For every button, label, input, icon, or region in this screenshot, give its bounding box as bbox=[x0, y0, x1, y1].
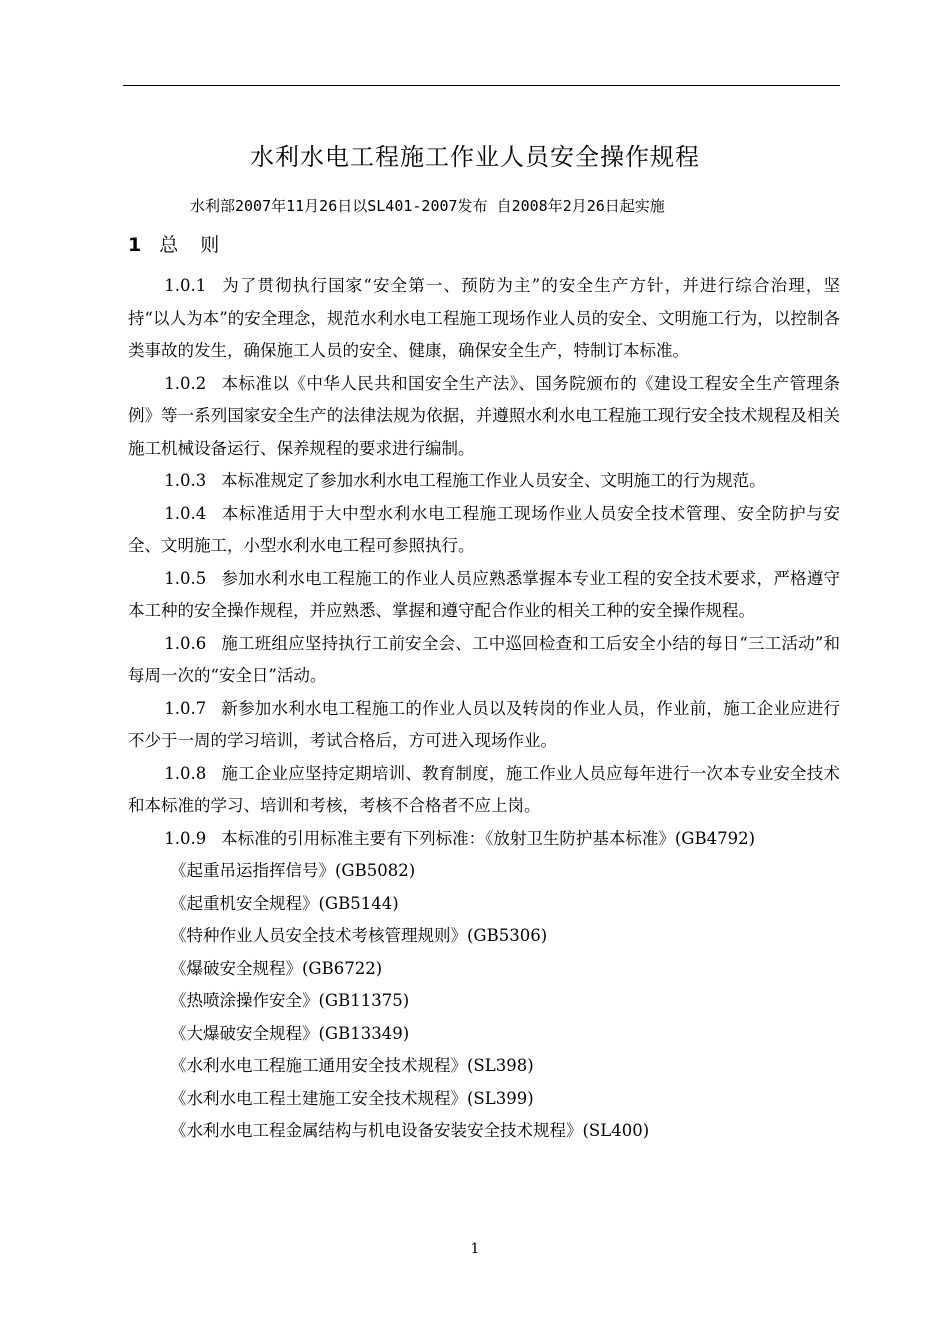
clause-number: 1.0.7 bbox=[164, 698, 207, 718]
clause-text: 本标准以《中华人民共和国安全生产法》、国务院颁布的《建设工程安全生产管理条例》等一系列国家安全生产的法律法规为依据，并遵照水利水电工程施工现行安全技术规程及相关施工机械设备运行、保养规程的要求进行编制。 bbox=[128, 373, 840, 458]
clause-text: 本标准的引用标准主要有下列标准：《放射卫生防护基本标准》(GB4792) bbox=[221, 828, 756, 848]
section-number: 1 bbox=[128, 234, 142, 256]
document-title: 水利水电工程施工作业人员安全操作规程 bbox=[250, 143, 700, 171]
reference-item: 《水利水电工程土建施工安全技术规程》(SL399) bbox=[170, 1088, 534, 1108]
reference-item: 《起重机安全规程》(GB5144) bbox=[170, 893, 399, 913]
clause-number: 1.0.3 bbox=[164, 471, 207, 490]
section-heading bbox=[128, 230, 227, 257]
clause-number: 1.0.9 bbox=[164, 828, 207, 848]
clause-number: 1.0.4 bbox=[164, 503, 207, 523]
clause-text: 为了贯彻执行国家“安全第一、预防为主”的安全生产方针，并进行综合治理，坚持“以人为本”的安全理念，规范水利水电工程施工现场作业人员的安全、文明施工行为，以控制各类事故的发生，确保施工人员的安全、健康，确保安全生产，特制订本标准。 bbox=[128, 276, 840, 360]
reference-item: 《大爆破安全规程》(GB13349) bbox=[170, 1023, 410, 1043]
header-rule bbox=[123, 85, 840, 86]
reference-item: 《热喷涂操作安全》(GB11375) bbox=[170, 991, 410, 1010]
clause-text: 新参加水利水电工程施工的作业人员以及转岗的作业人员，作业前，施工企业应进行不少于一周的学习培训，考试合格后，方可进入现场作业。 bbox=[128, 698, 840, 750]
clause-paragraph bbox=[128, 758, 840, 823]
document-subtitle: 水利部2007年11月26日以SL401-2007发布 自2008年2月26日起实施 bbox=[190, 197, 665, 215]
document-body bbox=[128, 270, 840, 1148]
clause-paragraph bbox=[128, 465, 840, 498]
clause-paragraph bbox=[128, 368, 840, 466]
clause-text: 参加水利水电工程施工的作业人员应熟悉掌握本专业工程的安全技术要求，严格遵守本工种的安全操作规程，并应熟悉、掌握和遵守配合作业的相关工种的安全操作规程。 bbox=[128, 568, 840, 620]
page-number: 1 bbox=[470, 1241, 480, 1257]
clause-number: 1.0.6 bbox=[164, 633, 207, 653]
clause-text: 本标准规定了参加水利水电工程施工作业人员安全、文明施工的行为规范。 bbox=[221, 471, 766, 490]
clause-number: 1.0.8 bbox=[164, 763, 207, 783]
clause-paragraph bbox=[128, 628, 840, 693]
reference-item: 《爆破安全规程》(GB6722) bbox=[170, 958, 383, 978]
clause-paragraph bbox=[128, 270, 840, 368]
clause-number: 1.0.1 bbox=[164, 276, 207, 295]
section-title: 总 则 bbox=[159, 234, 228, 256]
clause-paragraph bbox=[128, 498, 840, 563]
reference-item: 《水利水电工程施工通用安全技术规程》(SL398) bbox=[170, 1056, 534, 1075]
clause-paragraph bbox=[128, 693, 840, 758]
clause-text: 施工企业应坚持定期培训、教育制度，施工作业人员应每年进行一次本专业安全技术和本标准的学习、培训和考核，考核不合格者不应上岗。 bbox=[128, 763, 840, 815]
reference-item: 《起重吊运指挥信号》(GB5082) bbox=[170, 861, 416, 880]
reference-item: 《水利水电工程金属结构与机电设备安装安全技术规程》(SL400) bbox=[170, 1121, 650, 1140]
clause-text: 施工班组应坚持执行工前安全会、工中巡回检查和工后安全小结的每日“三工活动”和每周一次的“安全日”活动。 bbox=[128, 633, 840, 685]
clause-paragraph bbox=[128, 563, 840, 628]
clause-paragraph bbox=[128, 823, 840, 856]
reference-item: 《特种作业人员安全技术考核管理规则》(GB5306) bbox=[170, 926, 548, 945]
clause-text: 本标准适用于大中型水利水电工程施工现场作业人员安全技术管理、安全防护与安全、文明施工，小型水利水电工程可参照执行。 bbox=[128, 503, 840, 555]
clause-number: 1.0.5 bbox=[164, 568, 207, 588]
clause-number: 1.0.2 bbox=[164, 373, 207, 393]
